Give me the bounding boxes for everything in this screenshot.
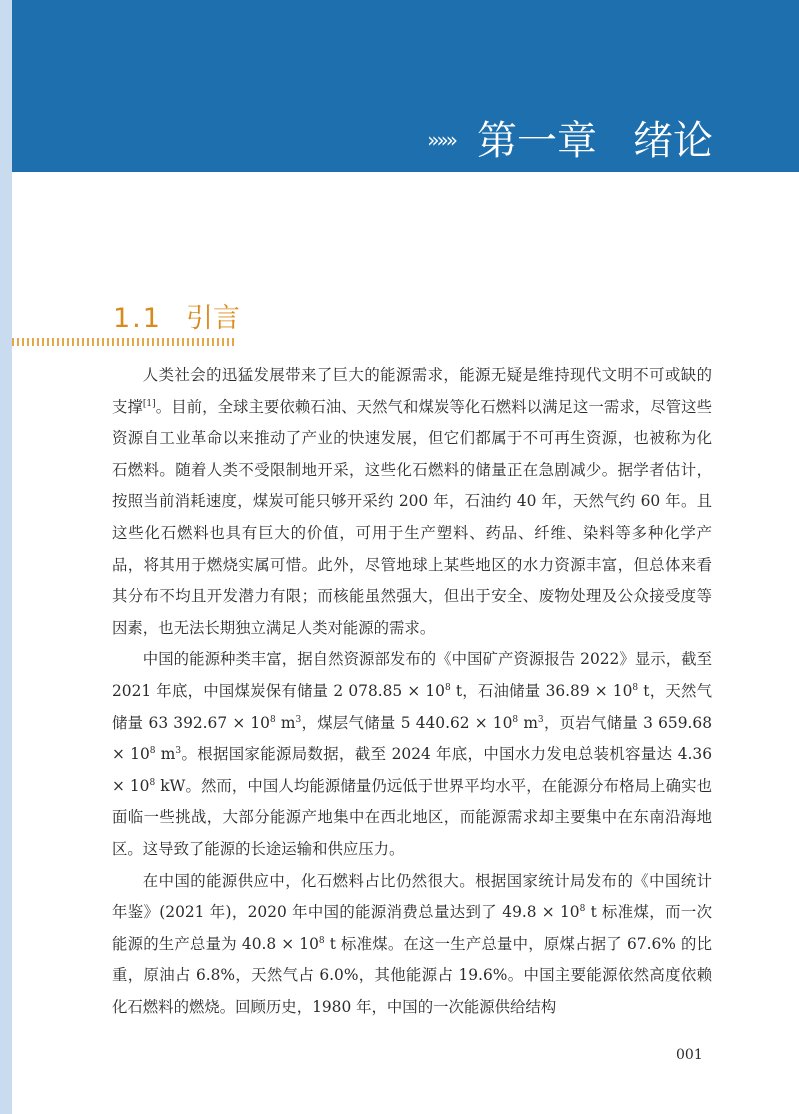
text-run: t 标准煤，而一次能源的生产总量为 40.8 × 10	[112, 903, 712, 953]
text-run: 中国的能源种类丰富，据自然资源部发布的《中国矿产资源报告 2022》显示，截至 2021 年底，中国煤炭保有储量 2 078.85 × 10	[112, 650, 712, 700]
text-run: kW。然而，中国人均能源储量仍远低于世界平均水平，在能源分布格局上确实也面临一些挑战，大部分能源产地集中在西北地区，而能源需求却主要集中在东南沿海地区。这导致了能源的长途运输和供应压力。	[112, 776, 713, 858]
text-run: m	[518, 713, 538, 732]
chapter-number: 第一章	[477, 117, 597, 164]
section-title: 引言	[185, 303, 240, 334]
paragraph-1	[112, 360, 712, 644]
paragraph-3	[112, 866, 712, 1024]
text-run: 在中国的能源供应中，化石燃料占比仍然很大。根据国家统计局发布的《中国统计年鉴》(2021 年)，2020 年中国的能源消费总量达到了 49.8 × 10	[112, 871, 712, 922]
section-heading	[113, 296, 240, 335]
text-run: m	[155, 745, 176, 764]
text-run: 。目前，全球主要依赖石油、天然气和煤炭等化石燃料以满足这一需求，尽管这些资源自工业革命以来推动了产业的快速发展，但它们都属于不可再生资源，也被称为化石燃料。随着人类不受限制地开采，这些化石燃料的储量正在急剧减少。据学者估计，按照当前消耗速度，煤炭可能只够开采约 200 年，石油约 40 年，天然气约 60 年。且这些化石燃料也具有巨大的价值，可用于生产塑料、药品、纤维、染料等多种化学产品，将其用于燃烧实属可惜。此外，尽管地球上某些地区的水力资源丰富，但总体来看其分布不均且开发潜力有限；而核能虽然强大，但出于安全、废物处理及公众接受度等因素，也无法长期独立满足人类对能源的需求。	[112, 397, 712, 637]
exponent: 8	[269, 714, 276, 725]
text-run: m	[275, 713, 296, 732]
chevron-arrows-icon: »»»	[427, 128, 455, 152]
chapter-title: 绪论	[633, 117, 713, 164]
exponent: 3	[175, 746, 182, 757]
exponent: 8	[579, 904, 586, 915]
exponent: 8	[149, 746, 156, 757]
page-number: 001	[676, 1047, 703, 1063]
exponent: 3	[537, 714, 544, 725]
text-run: 。根据国家能源局数据，截至 2024 年底，中国水力发电总装机容量达 4.36 × 10	[112, 745, 712, 795]
exponent: 8	[444, 682, 451, 693]
text-run: t，石油储量 36.89 × 10	[450, 681, 633, 700]
paragraph-2	[112, 644, 712, 865]
text-run: t 标准煤。在这一生产总量中，原煤占据了 67.6% 的比重，原油占 6.8%，天然气占 6.0%，其他能源占 19.6%。中国主要能源依然高度依赖化石燃料的燃烧。回顾历史，1980 年，中国的一次能源供给结构	[112, 934, 712, 1016]
exponent: 3	[295, 714, 302, 725]
text-run: 人类社会的迅猛发展带来了巨大的能源需求，能源无疑是维持现代文明不可或缺的支撑	[112, 366, 712, 416]
section-number: 1.1	[113, 303, 162, 334]
text-run: t，天然气储量 63 392.67 × 10	[112, 681, 713, 732]
chapter-heading	[427, 112, 713, 162]
section-dotted-rule	[12, 338, 236, 346]
exponent: 8	[512, 714, 519, 725]
text-run: ，煤层气储量 5 440.62 × 10	[301, 713, 513, 732]
body-text	[112, 360, 712, 1023]
text-run: ，页岩气储量 3 659.68 × 10	[112, 713, 712, 764]
exponent: 8	[632, 682, 639, 693]
left-edge-strip	[0, 0, 12, 1114]
exponent: 8	[318, 935, 325, 946]
exponent: 8	[149, 777, 156, 788]
citation-ref: [1]	[142, 398, 156, 409]
